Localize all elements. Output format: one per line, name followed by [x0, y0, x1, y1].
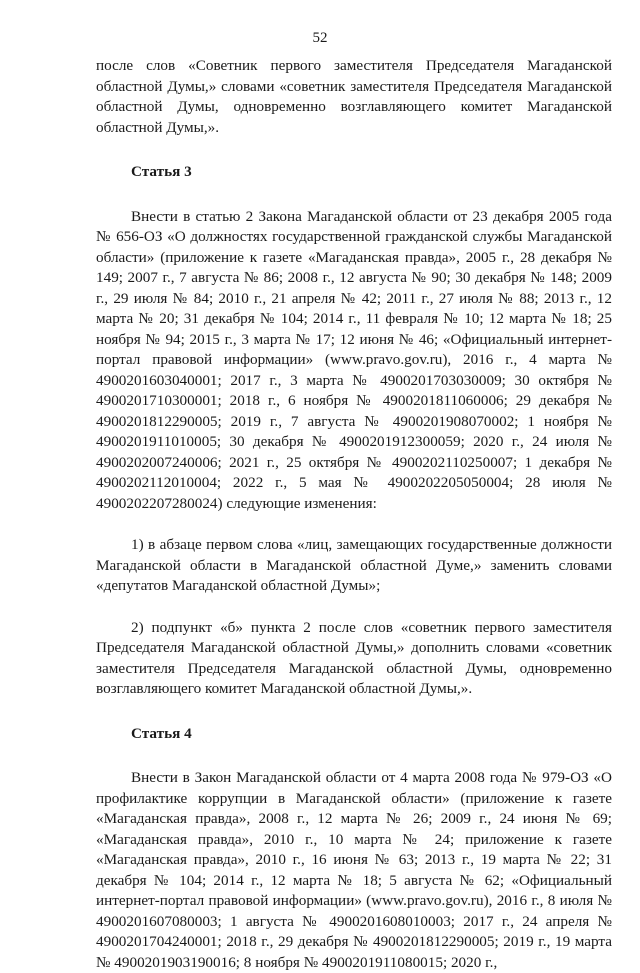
heading-article-3: Статья 3	[131, 163, 192, 180]
paragraph-article-3-item-2: 2) подпункт «б» пункта 2 после слов «советник первого заместителя Председателя Магаданской областной Думы,» дополнить словами «советник заместителя Председателя Магаданской областной Думы, одновременно возглавляющего комитет Магаданской областной Думы,».	[96, 618, 612, 697]
document-body	[96, 56, 612, 973]
paragraph-article-4-intro: Внести в Закон Магаданской области от 4 марта 2008 года № 979-ОЗ «О профилактике коррупции в Магаданской области» (приложение к газете «Магаданская правда», 2008 г., 12 марта № 26; 2009 г., 24 июня № 69; «Магаданская правда», 2010 г., 10 марта № 24; приложение к газете «Магаданская правда», 2010 г., 16 июня № 63; 2013 г., 19 марта № 22; 31 декабря № 104; 2014 г., 12 марта № 18; 5 августа № 62; «Официальный интернет-портал правовой информации» (www.pravo.gov.ru), 2016 г., 8 июля № 4900201607080003; 1 августа № 4900201608010003; 2017 г., 24 апреля № 4900201704240001; 2018 г., 29 декабря № 4900201812290005; 2019 г., 19 марта № 4900201903190016; 8 ноября № 4900201911080015; 2020 г.,	[96, 769, 612, 971]
heading-article-4: Статья 4	[131, 724, 192, 742]
paragraph-article-3-intro: Внести в статью 2 Закона Магаданской области от 23 декабря 2005 года № 656-ОЗ «О должностях государственной гражданской службы Магаданской области» (приложение к газете «Магаданская правда», 2005 г., 28 декабря № 149; 2007 г., 7 августа № 86; 2008 г., 12 августа № 90; 30 декабря № 148; 2009 г., 29 июля № 84; 2010 г., 21 апреля № 42; 2011 г., 27 июля № 88; 2013 г., 12 марта № 20; 31 декабря № 104; 2014 г., 11 февраля № 10; 12 марта № 18; 25 ноября № 94; 2015 г., 3 марта № 17; 12 июня № 46; «Официальный интернет-портал правовой информации» (www.pravo.gov.ru), 2016 г., 4 марта № 4900201603040001; 2017 г., 3 марта № 4900201703030009; 30 октября № 4900201710300001; 2018 г., 6 ноября № 4900201811060006; 29 декабря № 4900201812290005; 2019 г., 7 августа № 4900201908070002; 1 ноября № 4900201911010005; 30 декабря № 4900201912300059; 2020 г., 24 июля № 4900202007240006; 2021 г., 25 октября № 4900202110250007; 1 декабря № 4900202112010004; 2022 г., 5 мая № 4900202205050004; 28 июля № 4900202207280024) следующие изменения:	[96, 207, 612, 512]
paragraph-article-3-item-1: 1) в абзаце первом слова «лиц, замещающих государственные должности Магаданской области в Магаданской областной Думе,» заменить словами «депутатов Магаданской областной Думы»;	[96, 536, 612, 594]
page-number: 52	[312, 30, 328, 46]
paragraph-continuation: после слов «Советник первого заместителя Председателя Магаданской областной Думы,» словами «советник заместителя Председателя Магаданской областной Думы, одновременно возглавляющего комитет Магаданской областной Думы,».	[96, 57, 612, 136]
